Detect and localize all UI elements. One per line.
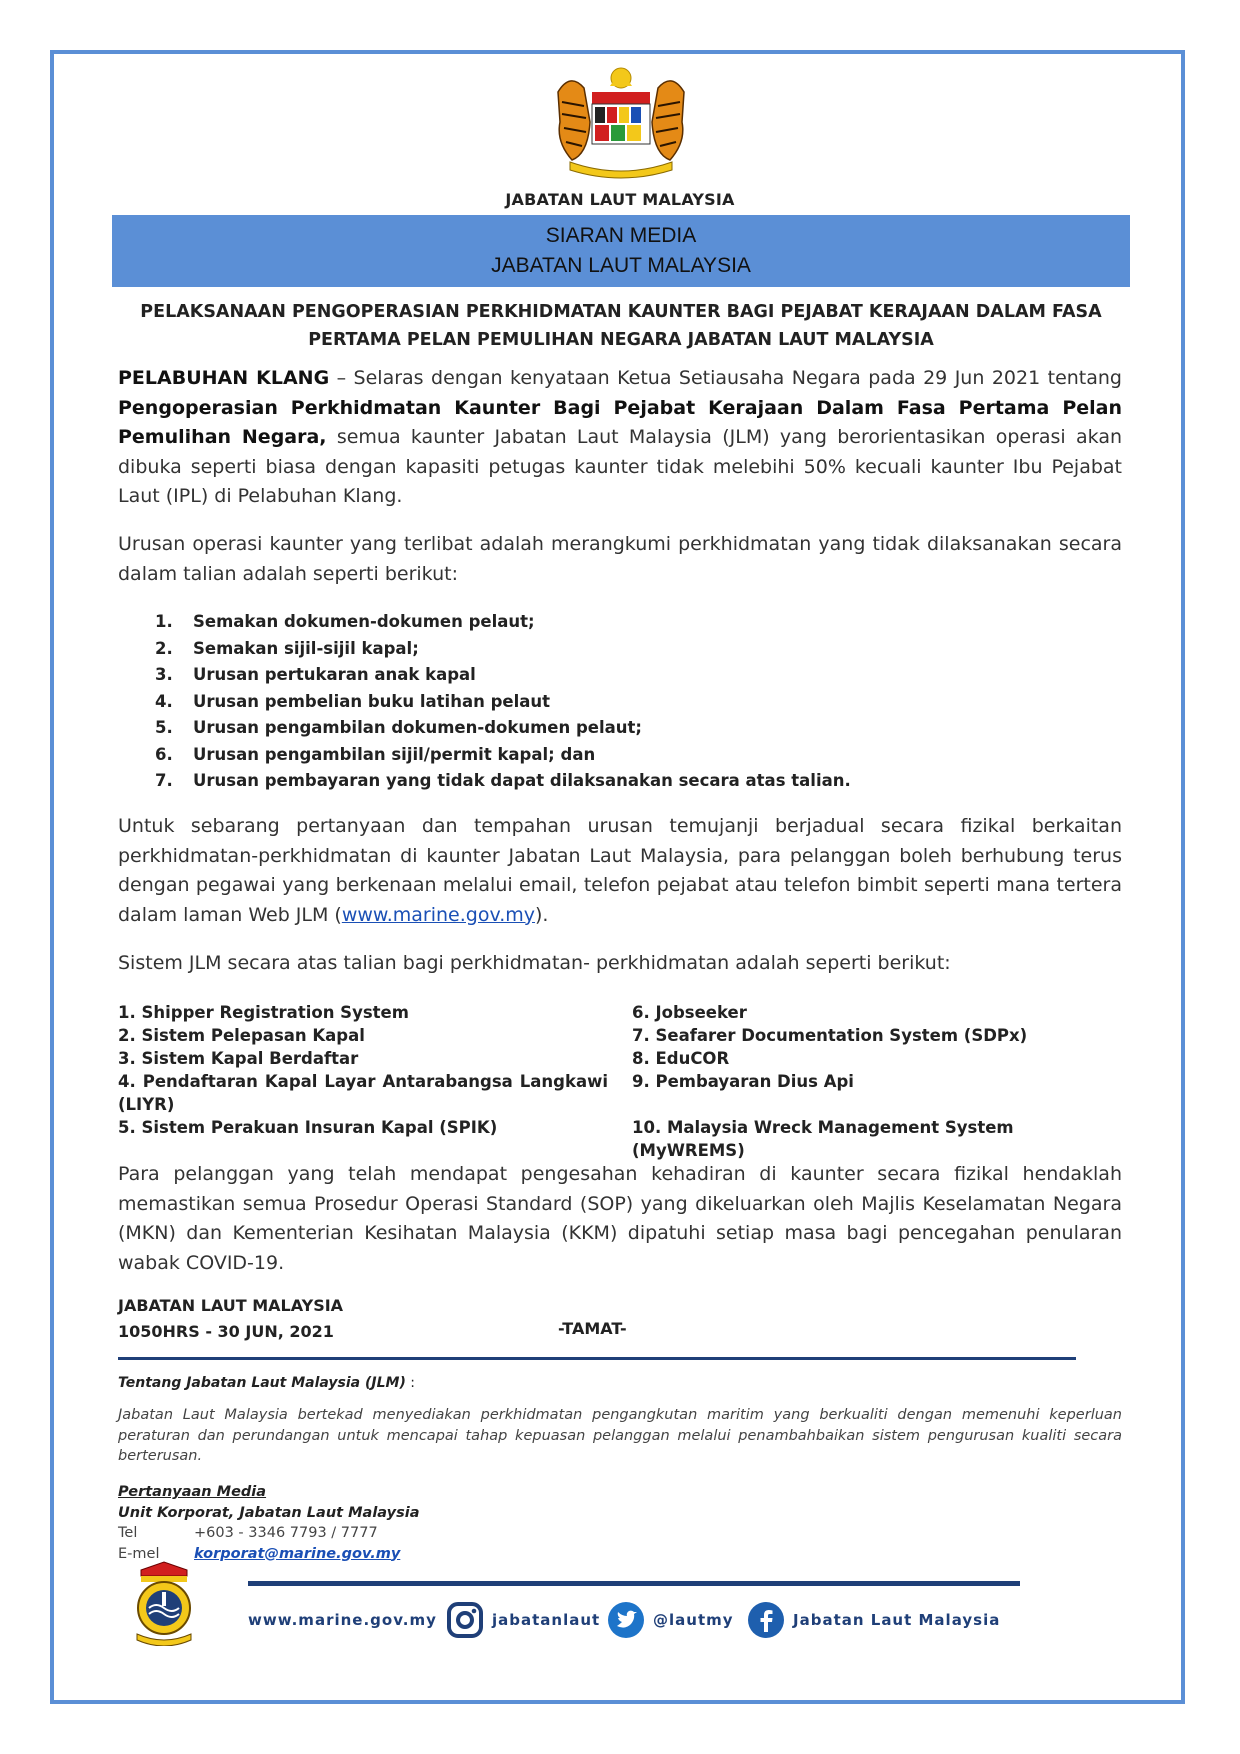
list-item-number: 3.	[155, 665, 173, 684]
intro-bold-title: Pengoperasian Perkhidmatan Kaunter Bagi Pejabat Kerajaan Dalam Fasa Pertama Pelan Pemulihan Negara,	[118, 396, 1122, 448]
instagram-handle: jabatanlaut	[492, 1611, 601, 1629]
instagram-icon	[446, 1601, 484, 1639]
about-title	[118, 1375, 415, 1391]
footer-twitter[interactable]	[607, 1600, 734, 1640]
list-item	[155, 745, 1055, 772]
banner-subtitle: JABATAN LAUT MALAYSIA	[491, 254, 751, 277]
list-item-number: 5.	[155, 718, 173, 737]
system-item: 8. EduCOR	[632, 1049, 730, 1068]
media-release-banner	[112, 215, 1130, 287]
list-item-text: Urusan pertukaran anak kapal	[193, 665, 476, 684]
list-item-text: Urusan pembelian buku latihan pelaut	[193, 691, 551, 711]
headline-line-1: PELAKSANAAN PENGOPERASIAN PERKHIDMATAN KAUNTER BAGI PEJABAT KERAJAAN DALAM FASA	[140, 302, 1102, 322]
website-link[interactable]: www.marine.gov.my	[341, 903, 536, 926]
banner-title: SIARAN MEDIA	[545, 224, 697, 247]
contact-tel-row	[118, 1523, 419, 1544]
list-item-number: 7.	[155, 771, 173, 790]
contact-heading: Pertanyaan Media	[118, 1484, 267, 1500]
list-item-number: 6.	[155, 744, 173, 764]
footer-facebook[interactable]	[747, 1600, 1000, 1640]
system-item: 2. Sistem Pelepasan Kapal	[118, 1026, 365, 1045]
counter-services-list	[155, 612, 1055, 798]
marine-department-logo	[127, 1560, 201, 1646]
facebook-icon	[747, 1601, 785, 1639]
system-item: 1. Shipper Registration System	[118, 1003, 409, 1022]
list-item-number: 2.	[155, 638, 173, 658]
list-item	[155, 612, 1055, 639]
list-item-text: Semakan sijil-sijil kapal;	[193, 638, 419, 658]
enquiries-end: ).	[535, 903, 549, 926]
list-item-text: Urusan pengambilan sijil/permit kapal; dan	[193, 744, 596, 764]
list-item-text: Urusan pengambilan dokumen-dokumen pelaut;	[193, 718, 642, 737]
headline	[112, 298, 1130, 354]
footer-divider	[248, 1581, 1020, 1586]
list-item-text: Urusan pembayaran yang tidak dapat dilaksanakan secara atas talian.	[193, 771, 851, 790]
footer-website[interactable]: www.marine.gov.my	[248, 1611, 437, 1629]
list-item-number: 4.	[155, 691, 173, 711]
system-item: 9. Pembayaran Dius Api	[632, 1072, 854, 1091]
system-item: 6. Jobseeker	[632, 1003, 747, 1022]
department-name: JABATAN LAUT MALAYSIA	[505, 190, 735, 209]
paragraph-operations: Urusan operasi kaunter yang terlibat adalah merangkumi perkhidmatan yang tidak dilaksanakan secara dalam talian adalah seperti berikut:	[118, 533, 1122, 585]
intro-text-b: semua kaunter Jabatan Laut Malaysia (JLM) yang berorientasikan operasi akan dibuka seperti biasa dengan kapasiti petugas kaunter tidak melebihi 50% kecuali kaunter Ibu Pejabat Laut (IPL) di Pelabuhan Klang.	[118, 426, 1122, 507]
about-body: Jabatan Laut Malaysia bertekad menyediakan perkhidmatan pengangkutan maritim yang berkualiti dengan memenuhi keperluan peraturan dan perundangan untuk mencapai tahap kepuasan pelanggan melalui penambahbaikan sistem pengurusan kualiti secara berterusan.	[118, 1407, 1122, 1464]
enquiries-text: Untuk sebarang pertanyaan dan tempahan urusan temujanji berjadual secara fizikal berkaitan perkhidmatan-perkhidmatan di kaunter Jabatan Laut Malaysia, para pelanggan boleh berhubung terus dengan pegawai yang berkenaan melalui email, telefon pejabat atau telefon bimbit seperti mana tertera dalam laman Web JLM (	[118, 815, 1122, 926]
paragraph-enquiries	[118, 812, 1122, 930]
twitter-icon	[607, 1601, 645, 1639]
end-mark: -TAMAT-	[558, 1319, 627, 1338]
list-item-text: Semakan dokumen-dokumen pelaut;	[193, 612, 535, 631]
signature-org: JABATAN LAUT MALAYSIA	[118, 1296, 344, 1315]
signature-datetime: 1050HRS - 30 JUN, 2021	[118, 1322, 334, 1341]
system-item: 5. Sistem Perakuan Insuran Kapal (SPIK)	[118, 1118, 498, 1137]
email-link[interactable]: korporat@marine.gov.my	[194, 1545, 401, 1562]
tel-value: +603 - 3346 7793 / 7777	[194, 1525, 378, 1541]
paragraph-sop: Para pelanggan yang telah mendapat pengesahan kehadiran di kaunter secara fizikal hendaklah memastikan semua Prosedur Operasi Standard (SOP) yang dikeluarkan oleh Majlis Keselamatan Negara (MKN) dan Kementerian Kesihatan Malaysia (KKM) dipatuhi setiap masa bagi pencegahan penularan wabak COVID-19.	[118, 1163, 1122, 1274]
list-item	[155, 718, 1055, 745]
facebook-page: Jabatan Laut Malaysia	[793, 1611, 1001, 1629]
system-item: 3. Sistem Kapal Berdaftar	[118, 1049, 359, 1068]
online-systems-left	[118, 1001, 608, 1139]
online-systems-right	[632, 1001, 1132, 1160]
system-item: 10. Malaysia Wreck Management System (MyWREMS)	[632, 1118, 1014, 1160]
system-item: 4. Pendaftaran Kapal Layar Antarabangsa Langkawi (LIYR)	[118, 1072, 608, 1114]
list-item	[155, 771, 1055, 798]
email-label: E-mel	[118, 1545, 160, 1562]
list-item	[155, 665, 1055, 692]
coat-of-arms-logo	[548, 62, 694, 180]
contact-unit: Unit Korporat, Jabatan Laut Malaysia	[118, 1504, 420, 1521]
list-item	[155, 692, 1055, 719]
list-item-number: 1.	[155, 612, 173, 631]
about-title-text: Tentang Jabatan Laut Malaysia (JLM)	[118, 1375, 406, 1391]
signature-block	[118, 1293, 343, 1345]
intro-text-a: – Selaras dengan kenyataan Ketua Setiausaha Negara pada 29 Jun 2021 tentang	[329, 367, 1122, 389]
media-contact	[118, 1482, 419, 1564]
headline-line-2: PERTAMA PELAN PEMULIHAN NEGARA JABATAN LAUT MALAYSIA	[308, 330, 934, 350]
paragraph-online-systems: Sistem JLM secara atas talian bagi perkhidmatan- perkhidmatan adalah seperti berikut:	[118, 952, 951, 974]
twitter-handle: @lautmy	[653, 1611, 734, 1629]
tel-label: Tel	[118, 1525, 138, 1541]
footer-instagram[interactable]	[446, 1600, 600, 1640]
list-item	[155, 639, 1055, 666]
dateline-location: PELABUHAN KLANG	[118, 367, 330, 389]
about-title-colon: :	[405, 1375, 416, 1391]
system-item: 7. Seafarer Documentation System (SDPx)	[632, 1026, 1028, 1045]
divider	[118, 1357, 1076, 1360]
paragraph-intro	[118, 364, 1122, 512]
